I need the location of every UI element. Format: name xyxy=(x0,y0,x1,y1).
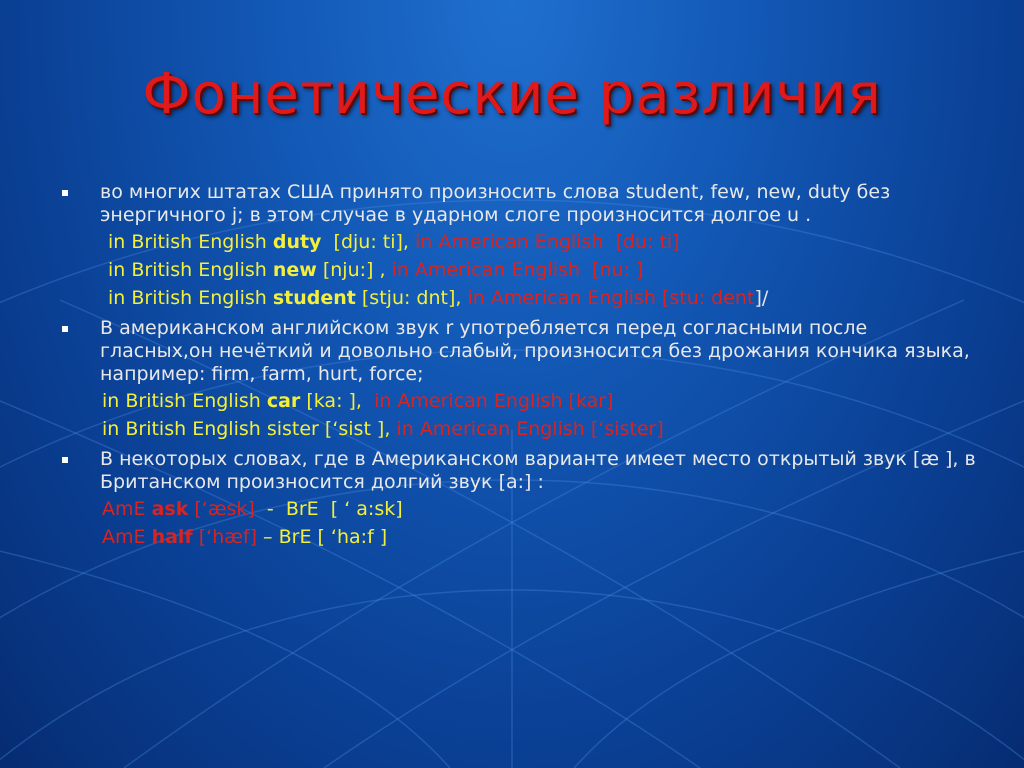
bullet-marker-icon xyxy=(62,190,68,196)
british-prefix: in British English xyxy=(108,287,273,309)
ame-word: ask xyxy=(151,498,189,520)
example-tail: ]/ xyxy=(754,287,769,309)
british-word: duty xyxy=(272,231,322,253)
bullet-marker-icon xyxy=(62,457,68,463)
british-pronunciation: [stju: dnt], xyxy=(355,287,462,309)
american-pronunciation: in American English [stu: dent xyxy=(461,287,755,309)
british-word: student xyxy=(272,287,356,309)
american-pronunciation: in American English [kar] xyxy=(361,390,614,412)
british-word: new xyxy=(272,259,317,281)
bullet-2-text: В американском английском звук r употребляется перед согласными после гласных,он нечёткий и довольно слабый, произносится без дрожания кончика языка, например: firm, farm, hurt, force; xyxy=(100,317,970,385)
ame-bre-pair xyxy=(58,496,978,522)
british-prefix: in British English xyxy=(108,259,273,281)
example-row xyxy=(58,285,978,311)
american-pronunciation: in American English [du: ti] xyxy=(408,231,680,253)
bullet-2 xyxy=(58,317,978,386)
ame-pronunciation: [‘æsk] xyxy=(188,498,255,520)
bullet-1-text: во многих штатах США принято произносить слова student, few, new, duty без энергичного j; в этом случае в ударном слоге произносится долгое u . xyxy=(100,181,891,226)
ame-label: AmE xyxy=(102,498,152,520)
bullet-3 xyxy=(58,448,978,494)
pair-separator: – xyxy=(257,526,279,548)
slide-title: Фонетические различия xyxy=(142,62,882,127)
ame-word: half xyxy=(151,526,193,548)
ame-bre-pair xyxy=(58,524,978,550)
british-prefix: in British English sister xyxy=(102,418,319,440)
bre-pronunciation: BrE [ ‘ a:sk] xyxy=(285,498,403,520)
bullet-marker-icon xyxy=(62,326,68,332)
british-pronunciation: [dju: ti], xyxy=(321,231,409,253)
pair-separator: - xyxy=(254,498,286,520)
british-prefix: in British English xyxy=(102,390,267,412)
slide-content xyxy=(58,181,978,550)
bre-pronunciation: BrE [ ‘ha:f ] xyxy=(278,526,388,548)
british-pronunciation: [ka: ], xyxy=(300,390,362,412)
bullet-1 xyxy=(58,181,978,227)
british-pronunciation: [‘sist ], xyxy=(318,418,391,440)
ame-pronunciation: [‘hæf] xyxy=(192,526,257,548)
british-word: car xyxy=(266,390,301,412)
example-row xyxy=(58,229,978,255)
british-pronunciation: [nju:] , xyxy=(316,259,386,281)
example-row xyxy=(58,416,978,442)
american-pronunciation: in American English [nu: ] xyxy=(385,259,644,281)
example-row xyxy=(58,388,978,414)
bullet-3-text: В некоторых словах, где в Американском варианте имеет место открытый звук [æ ], в Британском произносится долгий звук [a:] : xyxy=(100,448,976,493)
example-row xyxy=(58,257,978,283)
ame-label: AmE xyxy=(102,526,152,548)
british-prefix: in British English xyxy=(108,231,273,253)
american-pronunciation: in American English [‘sister] xyxy=(390,418,664,440)
